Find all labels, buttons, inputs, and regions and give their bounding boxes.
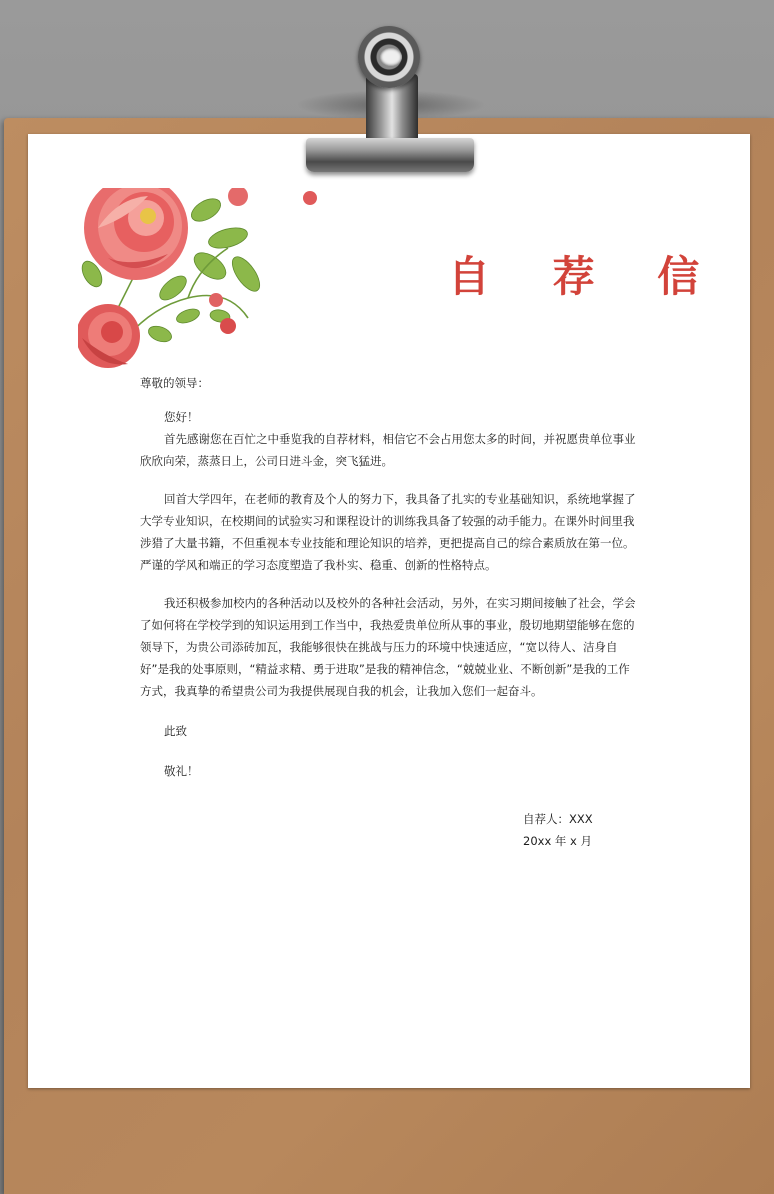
peony-flower-icon bbox=[78, 188, 328, 378]
paragraph-3: 我还积极参加校内的各种活动以及校外的各种社会活动，另外，在实习期间接触了社会，学会了如何将在学校学到的知识运用到工作当中，我热爱贵单位所从事的事业，殷切地期望能够在您的领导下，为贵公司添砖加瓦，我能够很快在挑战与压力的环境中快速适应，“宽以待人、洁身自好”是我的处事原则，“精益求精、勇于进取”是我的精神信念，“兢兢业业、不断创新”是我的工作方式，我真挚的希望贵公司为我提供展现自我的机会，让我加入您们一起奋斗。 bbox=[140, 596, 636, 698]
closing-line-2: 敬礼！ bbox=[164, 764, 199, 778]
signature: 自荐人：XXX bbox=[523, 812, 593, 826]
binder-clip-icon bbox=[306, 138, 474, 172]
hello-line: 您好！ bbox=[164, 410, 199, 424]
paragraph-1: 首先感谢您在百忙之中垂览我的自荐材料，相信它不会占用您太多的时间，并祝愿贵单位事业欣欣向荣，蒸蒸日上，公司日进斗金，突飞猛进。 bbox=[140, 432, 636, 468]
closing-line-1: 此致 bbox=[164, 724, 187, 738]
signature-block bbox=[523, 808, 593, 852]
letter-date: 20xx 年 x 月 bbox=[523, 834, 593, 848]
greeting: 尊敬的领导： bbox=[140, 376, 209, 390]
paragraph-2: 回首大学四年，在老师的教育及个人的努力下，我具备了扎实的专业基础知识，系统地掌握了大学专业知识，在校期间的试验实习和课程设计的训练我具备了较强的动手能力。在课外时间里我涉猎了大量书籍，不但重视本专业技能和理论知识的培养，更把提高自己的综合素质放在第一位。严谨的学风和端正的学习态度塑造了我朴实、稳重、创新的性格特点。 bbox=[140, 492, 636, 572]
page-title: 自 荐 信 bbox=[448, 252, 724, 301]
letter-body bbox=[140, 372, 640, 782]
binder-clip-highlight bbox=[380, 48, 402, 66]
